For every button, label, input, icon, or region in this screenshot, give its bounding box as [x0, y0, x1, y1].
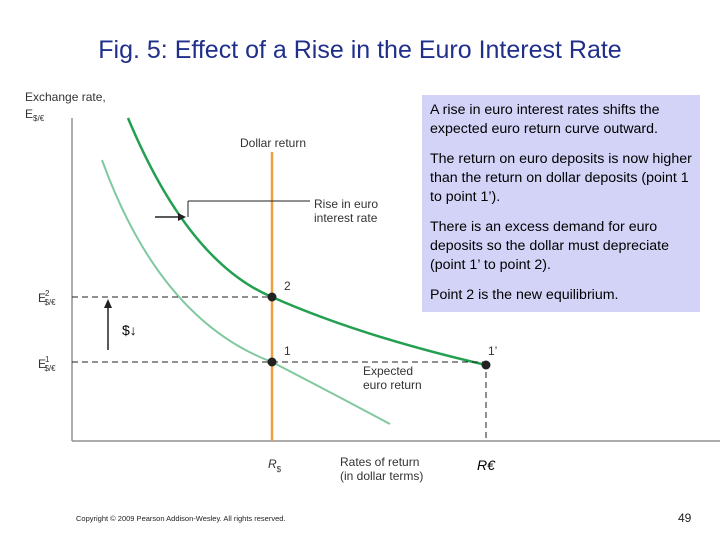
- depreciation-marker: $↓: [122, 322, 137, 338]
- callout-paragraph: Point 2 is the new equilibrium.: [430, 287, 619, 303]
- x-axis-label-line2: (in dollar terms): [340, 469, 424, 483]
- callout-paragraph: There is an excess demand for euro deposits so the dollar must depreciate (point 1’ to point 2).: [430, 219, 669, 273]
- rise-label-line1: Rise in euro: [314, 197, 379, 211]
- point-2-dot: [268, 293, 277, 302]
- copyright-notice: Copyright © 2009 Pearson Addison-Wesley. All rights reserved.: [76, 514, 286, 523]
- dollar-return-label: Dollar return: [240, 136, 307, 150]
- rs-label: $R_{\$}$: [268, 457, 282, 474]
- depreciation-arrow-head: [104, 299, 112, 308]
- explanation-callout: [422, 95, 700, 312]
- y-axis-label: Exchange rate,: [25, 90, 106, 104]
- point-2-label: 2: [284, 279, 291, 293]
- expected-return-line1: Expected: [363, 364, 414, 378]
- expected-return-line2: euro return: [363, 378, 422, 392]
- x-axis-label-line1: Rates of return: [340, 455, 420, 469]
- rise-label-line2: interest rate: [314, 211, 378, 225]
- point-1-prime-label: 1’: [488, 344, 498, 358]
- re-label: R€: [477, 457, 495, 473]
- callout-paragraph: The return on euro deposits is now higher than the return on dollar deposits (point 1 to point 1’).: [430, 151, 692, 205]
- point-1-prime-dot: [482, 361, 491, 370]
- callout-paragraph: A rise in euro interest rates shifts the expected euro return curve outward.: [430, 102, 660, 137]
- point-1-dot: [268, 358, 277, 367]
- page-number: 49: [678, 511, 692, 525]
- point-1-label: 1: [284, 344, 291, 358]
- e1-label: E1 $/€: [38, 355, 56, 373]
- slide-title: Fig. 5: Effect of a Rise in the Euro Interest Rate: [98, 36, 622, 64]
- y-axis-symbol: $E_{\$/€}$: [25, 107, 45, 123]
- e2-label: E2 $/€: [38, 289, 56, 307]
